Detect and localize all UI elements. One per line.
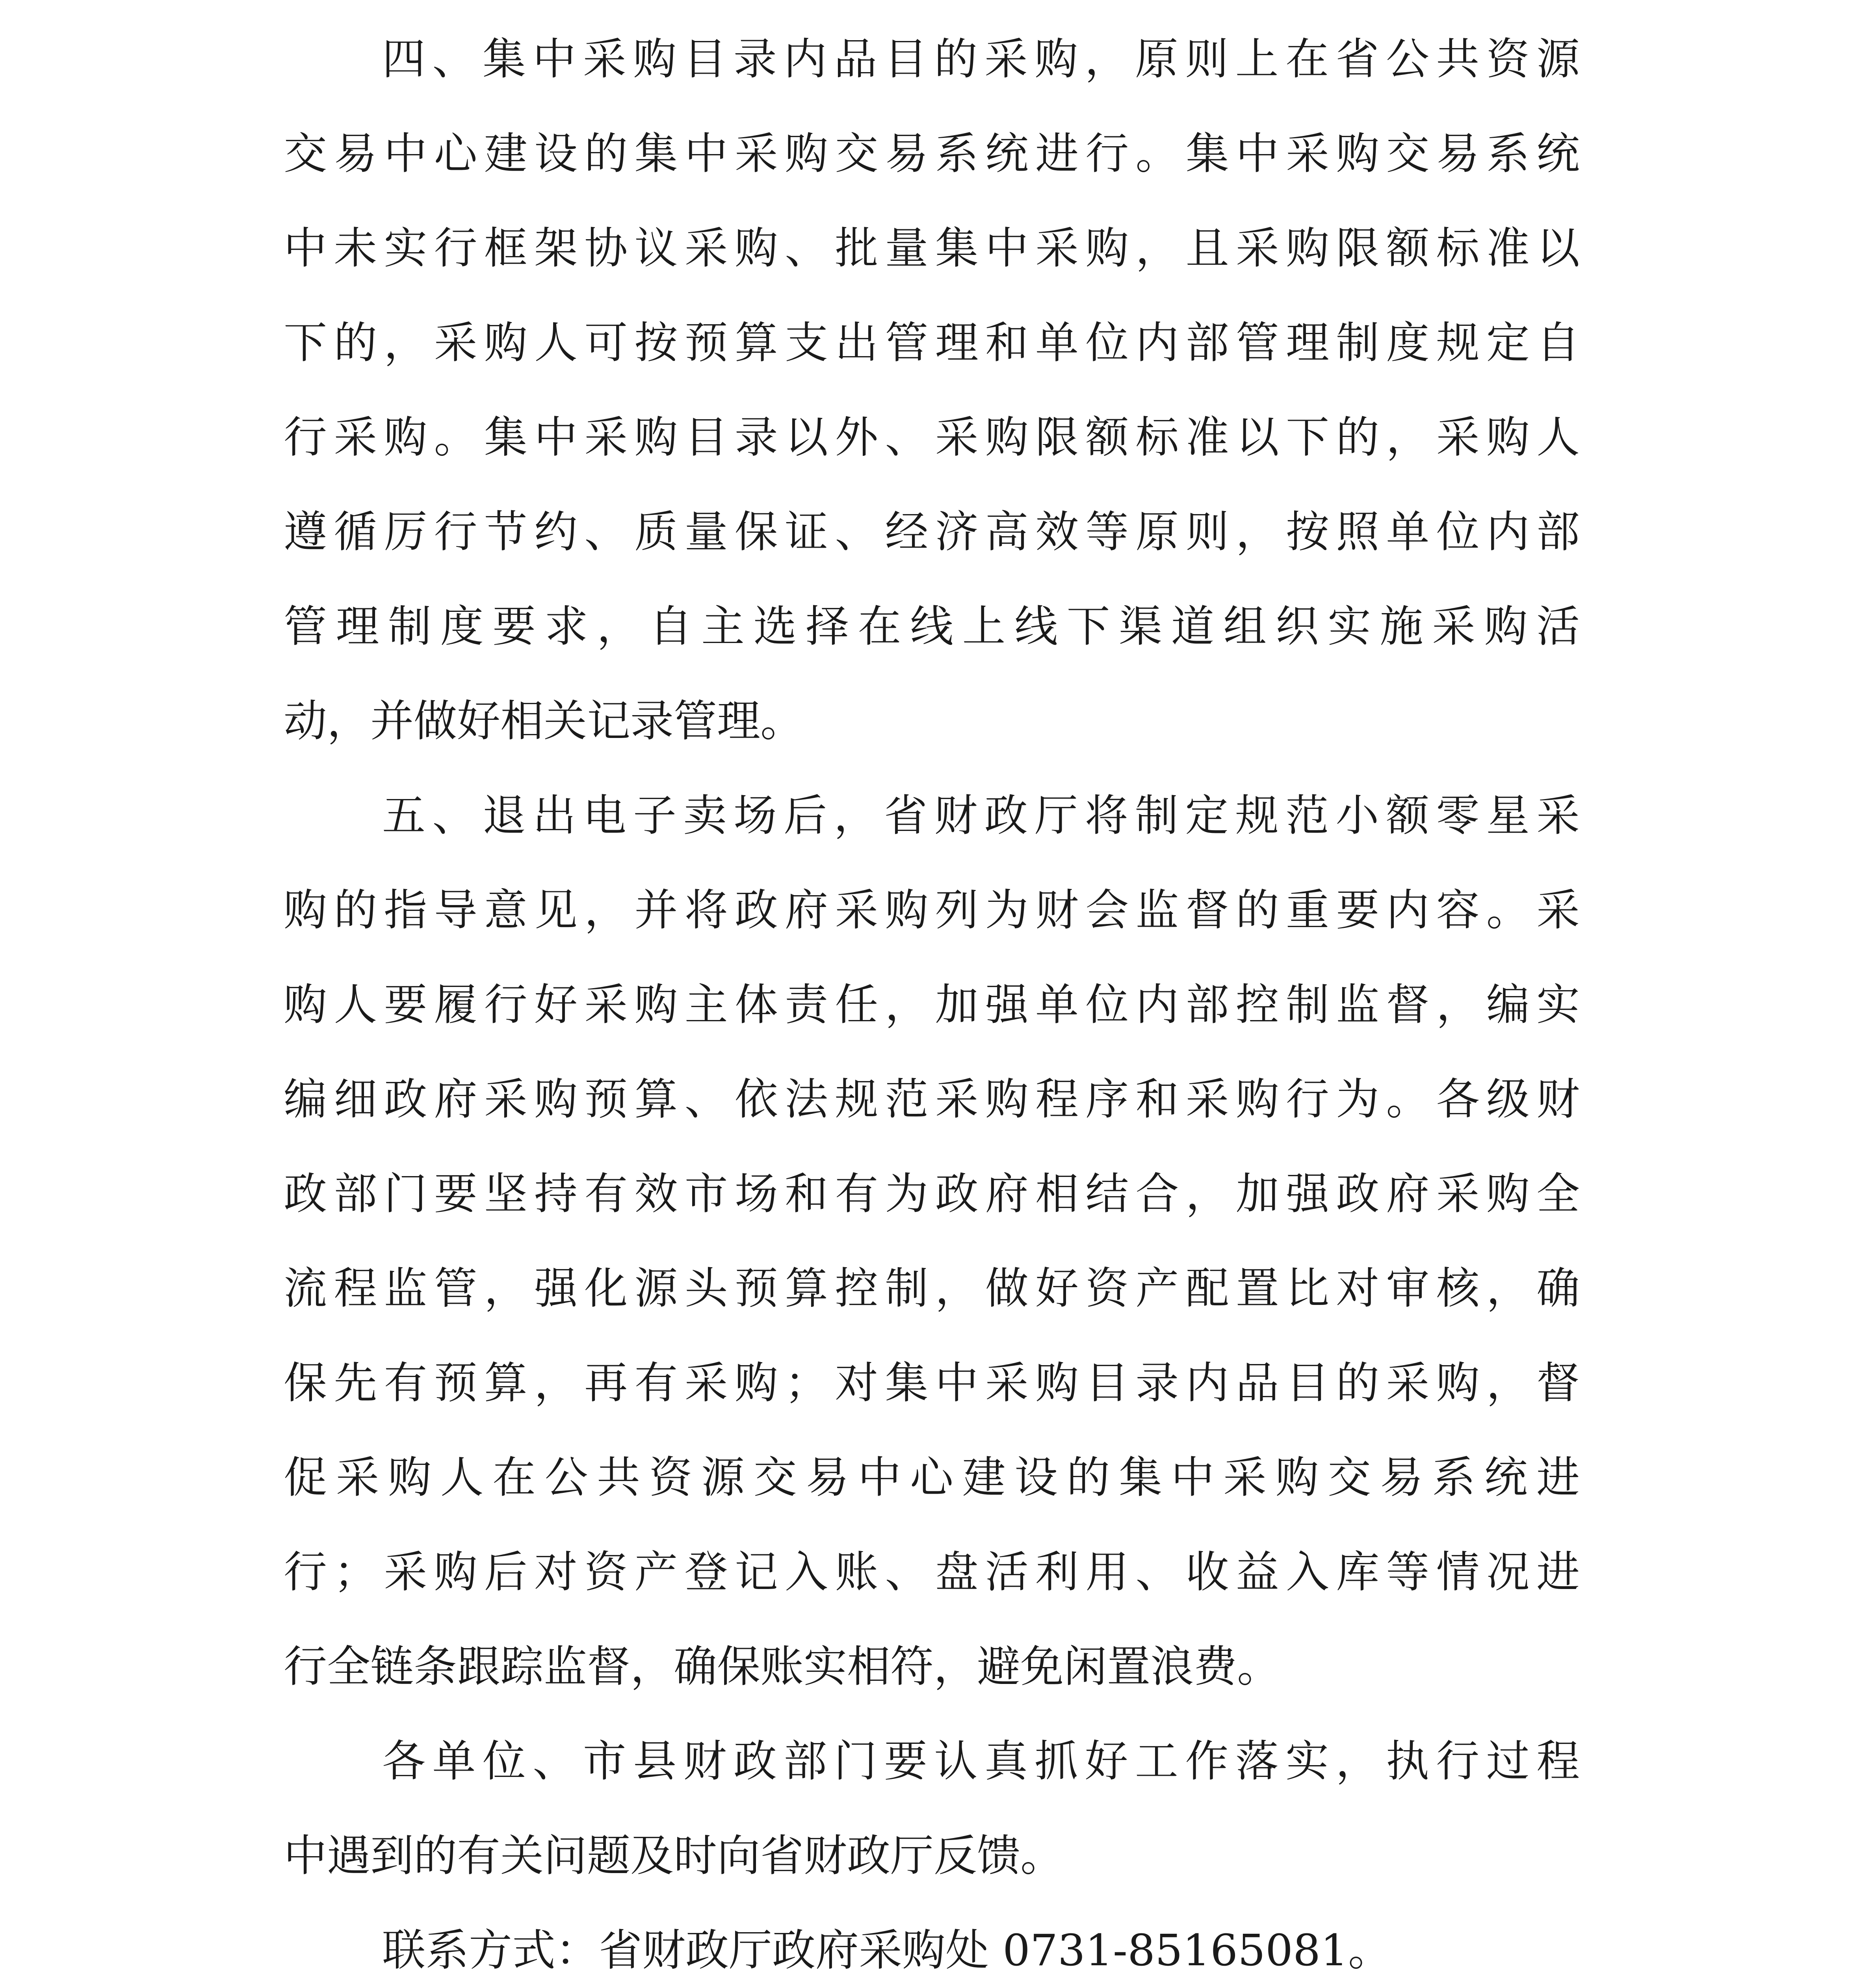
paragraph-3-line-2: 中遇到的有关问题及时向省财政厅反馈。 <box>284 1831 1064 1881</box>
paragraph-1-line-2: 交易中心建设的集中采购交易系统进行。集中采购交易系统 <box>284 128 1580 179</box>
paragraph-2-line-5: 政部门要坚持有效市场和有为政府相结合，加强政府采购全 <box>284 1169 1580 1219</box>
contact-line: 联系方式：省财政厅政府采购处 0731-85165081。 <box>382 1925 1391 1970</box>
paragraph-2-line-6: 流程监管，强化源头预算控制，做好资产配置比对审核，确 <box>284 1263 1580 1314</box>
paragraph-1-line-8: 动，并做好相关记录管理。 <box>284 696 804 746</box>
paragraph-2-line-8: 促采购人在公共资源交易中心建设的集中采购交易系统进 <box>284 1452 1580 1503</box>
paragraph-1-line-4: 下的，采购人可按预算支出管理和单位内部管理制度规定自 <box>284 318 1580 368</box>
paragraph-2-line-2: 购的指导意见，并将政府采购列为财会监督的重要内容。采 <box>284 885 1580 935</box>
paragraph-1-line-7: 管理制度要求，自主选择在线上线下渠道组织实施采购活 <box>284 601 1580 652</box>
paragraph-2-line-4: 编细政府采购预算、依法规范采购程序和采购行为。各级财 <box>284 1074 1580 1124</box>
paragraph-2-line-1: 五、退出电子卖场后，省财政厅将制定规范小额零星采 <box>382 790 1580 841</box>
paragraph-1-line-1: 四、集中采购目录内品目的采购，原则上在省公共资源 <box>382 34 1580 84</box>
paragraph-2-line-7: 保先有预算，再有采购；对集中采购目录内品目的采购，督 <box>284 1358 1580 1408</box>
paragraph-3-line-1: 各单位、市县财政部门要认真抓好工作落实，执行过程 <box>382 1736 1580 1786</box>
paragraph-2-line-3: 购人要履行好采购主体责任，加强单位内部控制监督，编实 <box>284 979 1580 1030</box>
paragraph-1-line-5: 行采购。集中采购目录以外、采购限额标准以下的，采购人 <box>284 412 1580 463</box>
paragraph-2-line-9: 行；采购后对资产登记入账、盘活利用、收益入库等情况进 <box>284 1547 1580 1597</box>
paragraph-1-line-3: 中未实行框架协议采购、批量集中采购，且采购限额标准以 <box>284 223 1580 273</box>
paragraph-2-line-10: 行全链条跟踪监督，确保账实相符，避免闲置浪费。 <box>284 1641 1280 1692</box>
paragraph-1-line-6: 遵循厉行节约、质量保证、经济高效等原则，按照单位内部 <box>284 507 1580 557</box>
